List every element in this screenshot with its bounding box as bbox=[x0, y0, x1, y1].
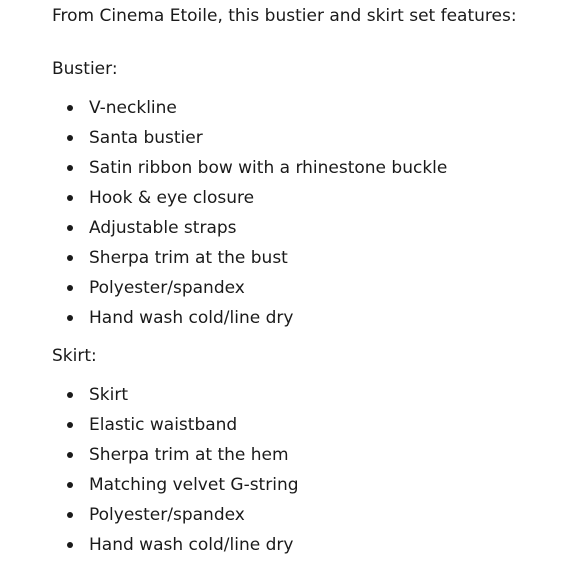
skirt-heading: Skirt: bbox=[52, 346, 97, 366]
list-item-text: Polyester/spandex bbox=[89, 505, 245, 525]
list-item-text: Sherpa trim at the bust bbox=[89, 248, 288, 268]
bullet-icon bbox=[67, 422, 73, 428]
list-item-text: Adjustable straps bbox=[89, 218, 237, 238]
list-item-text: Elastic waistband bbox=[89, 415, 238, 435]
skirt-feature-list bbox=[52, 380, 572, 560]
list-item bbox=[52, 530, 572, 560]
bullet-icon bbox=[67, 452, 73, 458]
bullet-icon bbox=[67, 542, 73, 548]
bullet-icon bbox=[67, 105, 73, 111]
list-item-text: Skirt bbox=[89, 385, 129, 405]
list-item-text: Hand wash cold/line dry bbox=[89, 308, 294, 328]
list-item bbox=[52, 183, 572, 213]
bullet-icon bbox=[67, 225, 73, 231]
list-item-text: Satin ribbon bow with a rhinestone buckle bbox=[89, 158, 448, 178]
list-item-text: Santa bustier bbox=[89, 128, 203, 148]
bustier-heading: Bustier: bbox=[52, 59, 118, 79]
list-item bbox=[52, 440, 572, 470]
intro-text: From Cinema Etoile, this bustier and skirt set features: bbox=[52, 6, 517, 26]
bullet-icon bbox=[67, 285, 73, 291]
bullet-icon bbox=[67, 315, 73, 321]
list-item-text: Matching velvet G-string bbox=[89, 475, 299, 495]
list-item-text: Hand wash cold/line dry bbox=[89, 535, 294, 555]
bullet-icon bbox=[67, 482, 73, 488]
list-item-text: Sherpa trim at the hem bbox=[89, 445, 289, 465]
list-item-text: Polyester/spandex bbox=[89, 278, 245, 298]
list-item bbox=[52, 380, 572, 410]
list-item bbox=[52, 273, 572, 303]
bullet-icon bbox=[67, 135, 73, 141]
list-item bbox=[52, 93, 572, 123]
bullet-icon bbox=[67, 392, 73, 398]
list-item bbox=[52, 123, 572, 153]
list-item bbox=[52, 303, 572, 333]
bullet-icon bbox=[67, 195, 73, 201]
product-description bbox=[52, 3, 572, 560]
list-item bbox=[52, 470, 572, 500]
list-item bbox=[52, 410, 572, 440]
bullet-icon bbox=[67, 512, 73, 518]
list-item bbox=[52, 243, 572, 273]
list-item bbox=[52, 213, 572, 243]
bullet-icon bbox=[67, 255, 73, 261]
list-item bbox=[52, 500, 572, 530]
list-item-text: V-neckline bbox=[89, 98, 177, 118]
list-item-text: Hook & eye closure bbox=[89, 188, 255, 208]
bullet-icon bbox=[67, 165, 73, 171]
bustier-feature-list bbox=[52, 93, 572, 333]
list-item bbox=[52, 153, 572, 183]
